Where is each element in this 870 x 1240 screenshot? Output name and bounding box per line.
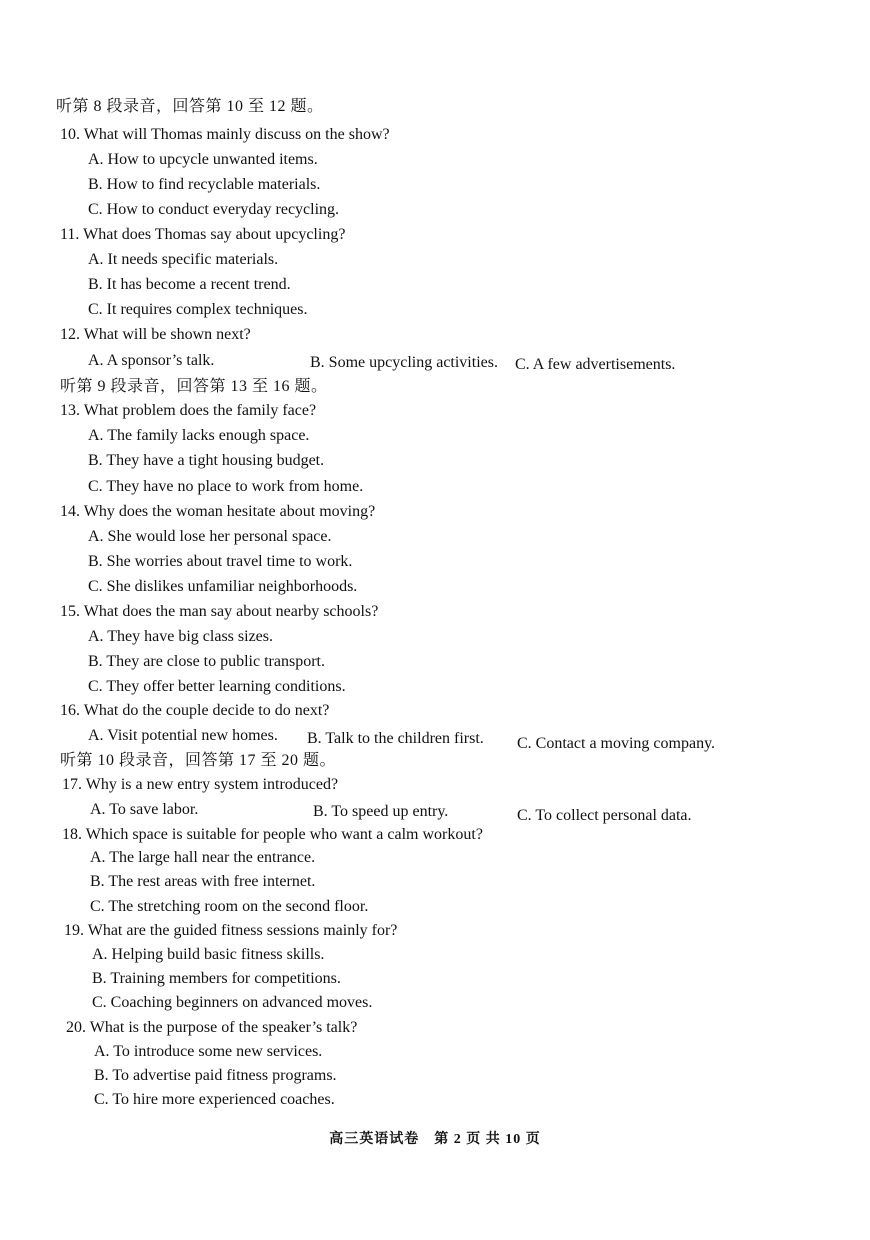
question-19-stem: 19. What are the guided fitness sessions mainly for? <box>64 922 398 939</box>
question-15-stem: 15. What does the man say about nearby schools? <box>60 603 379 620</box>
question-13-option-a: A. The family lacks enough space. <box>88 427 310 444</box>
question-13-stem: 13. What problem does the family face? <box>60 402 317 419</box>
section-header-8: 听第 8 段录音，回答第 10 至 12 题。 <box>56 98 324 115</box>
question-20-option-a: A. To introduce some new services. <box>94 1043 323 1060</box>
question-17-option-a: A. To save labor. <box>90 801 199 818</box>
question-18-option-b: B. The rest areas with free internet. <box>90 873 316 890</box>
question-10-stem: 10. What will Thomas mainly discuss on the show? <box>60 126 390 143</box>
question-15-option-b: B. They are close to public transport. <box>88 653 325 670</box>
question-17-stem: 17. Why is a new entry system introduced? <box>62 776 339 793</box>
question-19-option-b: B. Training members for competitions. <box>92 970 341 987</box>
page-footer: 高三英语试卷 第 2 页 共 10 页 <box>329 1132 541 1147</box>
question-14-option-a: A. She would lose her personal space. <box>88 528 332 545</box>
question-19-option-a: A. Helping build basic fitness skills. <box>92 946 325 963</box>
question-20-option-b: B. To advertise paid fitness programs. <box>94 1067 337 1084</box>
question-16-option-b: B. Talk to the children first. <box>307 730 484 747</box>
question-17-option-b: B. To speed up entry. <box>313 803 449 820</box>
question-16-option-a: A. Visit potential new homes. <box>88 727 278 744</box>
question-13-option-b: B. They have a tight housing budget. <box>88 452 325 469</box>
question-13-option-c: C. They have no place to work from home. <box>88 478 364 495</box>
question-12-option-a: A. A sponsor’s talk. <box>88 352 215 369</box>
question-11-option-c: C. It requires complex techniques. <box>88 301 308 318</box>
question-11-option-b: B. It has become a recent trend. <box>88 276 291 293</box>
question-11-stem: 11. What does Thomas say about upcycling? <box>60 226 346 243</box>
question-18-stem: 18. Which space is suitable for people who want a calm workout? <box>62 826 483 843</box>
question-14-option-b: B. She worries about travel time to work. <box>88 553 353 570</box>
question-18-option-c: C. The stretching room on the second floor. <box>90 898 369 915</box>
question-17-option-c: C. To collect personal data. <box>517 807 692 824</box>
question-10-option-c: C. How to conduct everyday recycling. <box>88 201 340 218</box>
question-15-option-c: C. They offer better learning conditions. <box>88 678 346 695</box>
question-15-option-a: A. They have big class sizes. <box>88 628 273 645</box>
question-12-stem: 12. What will be shown next? <box>60 326 251 343</box>
question-16-stem: 16. What do the couple decide to do next? <box>60 702 330 719</box>
question-12-option-c: C. A few advertisements. <box>515 356 676 373</box>
question-20-option-c: C. To hire more experienced coaches. <box>94 1091 335 1108</box>
question-20-stem: 20. What is the purpose of the speaker’s talk? <box>66 1019 358 1036</box>
question-12-option-b: B. Some upcycling activities. <box>310 354 498 371</box>
question-10-option-b: B. How to find recyclable materials. <box>88 176 321 193</box>
section-header-9: 听第 9 段录音，回答第 13 至 16 题。 <box>60 378 328 395</box>
question-14-stem: 14. Why does the woman hesitate about moving? <box>60 503 376 520</box>
question-16-option-c: C. Contact a moving company. <box>517 735 716 752</box>
section-header-10: 听第 10 段录音，回答第 17 至 20 题。 <box>60 752 337 769</box>
question-10-option-a: A. How to upcycle unwanted items. <box>88 151 318 168</box>
question-14-option-c: C. She dislikes unfamiliar neighborhoods. <box>88 578 358 595</box>
question-19-option-c: C. Coaching beginners on advanced moves. <box>92 994 373 1011</box>
question-18-option-a: A. The large hall near the entrance. <box>90 849 316 866</box>
question-11-option-a: A. It needs specific materials. <box>88 251 279 268</box>
